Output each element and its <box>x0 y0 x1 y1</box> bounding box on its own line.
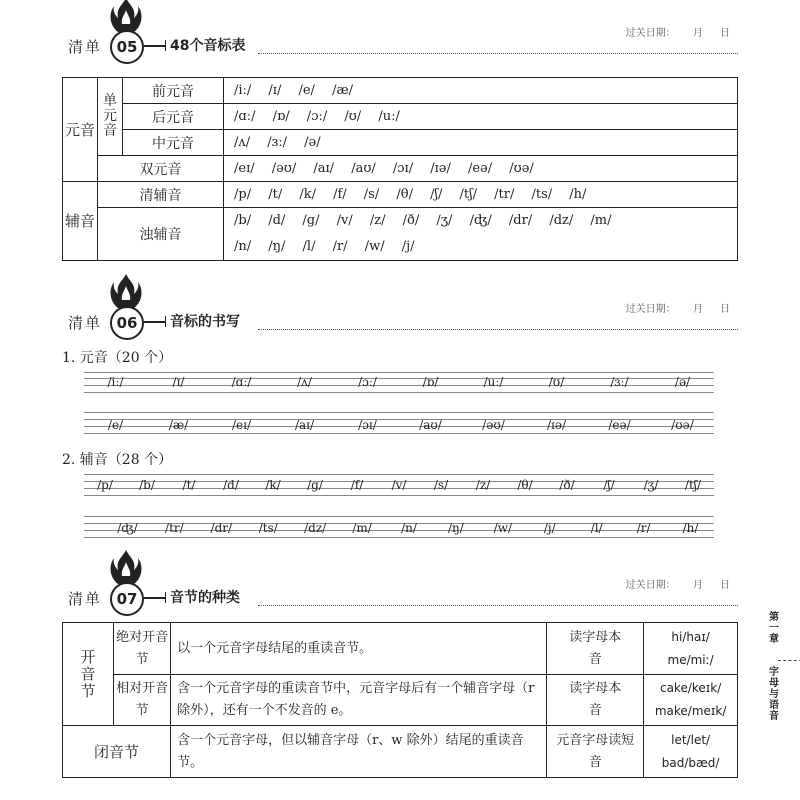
pass-date: 过关日期： 月 日 <box>625 28 730 39</box>
phonetic-symbol: /æ/ <box>168 418 189 432</box>
phonetic-table <box>62 77 738 261</box>
phonetic-symbol: /ð/ <box>559 478 575 492</box>
chapter-label: 第一章 <box>769 612 779 645</box>
phonetic-symbol: /v/ <box>391 478 407 492</box>
vowel-writing-lines <box>84 372 714 442</box>
phonetic-symbol: /g/ <box>307 478 323 492</box>
consonant-row-2 <box>84 521 714 535</box>
phonetic-symbol: /ʌ/ <box>297 375 312 389</box>
consonant-category: 辅音 <box>63 182 98 261</box>
phonetic-symbol: /n/ <box>401 521 417 535</box>
back-vowel-label: 后元音 <box>123 104 224 130</box>
closed-syllable-examples: let/let/ bad/bæd/ <box>644 726 738 778</box>
consonant-row-1 <box>84 478 714 492</box>
phonetic-symbol: /tr/ <box>165 521 184 535</box>
front-vowel-symbols: /iː/ /ɪ/ /e/ /æ/ <box>224 78 738 104</box>
closed-syllable-label: 闭音节 <box>63 726 171 778</box>
phonetic-symbol: /ɔɪ/ <box>358 418 377 432</box>
closed-syllable-reading: 元音字母读短音 <box>547 726 644 778</box>
phonetic-symbol: /f/ <box>350 478 364 492</box>
phonetic-symbol: /ɑː/ <box>231 375 252 389</box>
phonetic-symbol: /ʃ/ <box>603 478 615 492</box>
diphthong-label: 双元音 <box>98 156 224 182</box>
phonetic-symbol: /d/ <box>223 478 239 492</box>
phonetic-symbol: /b/ <box>139 478 155 492</box>
front-vowel-label: 前元音 <box>123 78 224 104</box>
phonetic-symbol: /ʒ/ <box>643 478 659 492</box>
pass-date: 过关日期： 月 日 <box>625 580 730 591</box>
section-title: 音标的书写 <box>170 314 240 330</box>
vowel-row-2 <box>84 418 714 432</box>
mid-vowel-label: 中元音 <box>123 130 224 156</box>
vowel-row-1 <box>84 375 714 389</box>
section-06-header <box>62 302 738 336</box>
phonetic-symbol: /ʤ/ <box>117 521 138 535</box>
section-05-header <box>62 26 738 60</box>
phonetic-symbol: /l/ <box>590 521 603 535</box>
absolute-open-description: 以一个元音字母结尾的重读音节。 <box>171 623 547 675</box>
back-vowel-symbols: /ɑː/ /ɒ/ /ɔː/ /ʊ/ /uː/ <box>224 104 738 130</box>
pass-date: 过关日期： 月 日 <box>625 304 730 315</box>
chapter-topic: 字母与语音 <box>769 667 779 722</box>
phonetic-symbol: /eɪ/ <box>231 418 252 432</box>
syllable-type-table <box>62 622 738 778</box>
phonetic-symbol: /r/ <box>636 521 651 535</box>
section-title: 48个音标表 <box>170 38 246 54</box>
open-syllable-label: 开音节 <box>63 623 114 726</box>
voiced-symbols: /b/ /d/ /g/ /v/ /z/ /ð/ /ʒ/ /ʤ/ /dr/ /dz/ /m/ /n/ /ŋ/ /l/ /r/ /w/ /j/ <box>224 208 738 261</box>
phonetic-symbol: /ʊə/ <box>671 418 694 432</box>
section-07-header <box>62 578 738 612</box>
voiceless-symbols: /p/ /t/ /k/ /f/ /s/ /θ/ /ʃ/ /tʃ/ /tr/ /ts/ /h/ <box>224 182 738 208</box>
relative-open-label: 相对开音节 <box>114 675 171 726</box>
phonetic-symbol: /dr/ <box>210 521 233 535</box>
voiced-label: 浊辅音 <box>98 208 224 261</box>
phonetic-symbol: /z/ <box>475 478 491 492</box>
consonant-writing-lines <box>84 474 714 544</box>
phonetic-symbol: /w/ <box>493 521 513 535</box>
phonetic-symbol: /uː/ <box>483 375 504 389</box>
chapter-side-tab <box>764 612 784 722</box>
phonetic-symbol: /əʊ/ <box>482 418 505 432</box>
section-number-badge: 06 <box>110 306 144 340</box>
closed-syllable-description: 含一个元音字母，但以辅音字母（r、w 除外）结尾的重读音节。 <box>171 726 547 778</box>
vowels-heading: 1. 元音（20 个） <box>62 350 173 366</box>
phonetic-symbol: /e/ <box>107 418 124 432</box>
phonetic-symbol: /ɒ/ <box>422 375 439 389</box>
relative-open-examples: cake/keɪk/ make/meɪk/ <box>644 675 738 726</box>
phonetic-symbol: /iː/ <box>107 375 124 389</box>
phonetic-symbol: /eə/ <box>608 418 631 432</box>
phonetic-symbol: /p/ <box>97 478 113 492</box>
phonetic-symbol: /ŋ/ <box>448 521 464 535</box>
section-number-badge: 07 <box>110 582 144 616</box>
phonetic-symbol: /ɔː/ <box>358 375 377 389</box>
absolute-open-reading: 读字母本音 <box>547 623 644 675</box>
absolute-open-label: 绝对开音节 <box>114 623 171 675</box>
section-keyword: 清单 <box>68 38 103 56</box>
phonetic-symbol: /aɪ/ <box>294 418 315 432</box>
vowel-category: 元音 <box>63 78 98 182</box>
consonants-heading: 2. 辅音（28 个） <box>62 452 173 468</box>
phonetic-symbol: /ʊ/ <box>548 375 565 389</box>
mid-vowel-symbols: /ʌ/ /ɜː/ /ə/ <box>224 130 738 156</box>
phonetic-symbol: /m/ <box>352 521 372 535</box>
diphthong-symbols: /eɪ/ /əʊ/ /aɪ/ /aʊ/ /ɔɪ/ /ɪə/ /eə/ /ʊə/ <box>224 156 738 182</box>
relative-open-description: 含一个元音字母的重读音节中，元音字母后有一个辅音字母（r 除外），还有一个不发音的 e。 <box>171 675 547 726</box>
phonetic-symbol: /dz/ <box>304 521 327 535</box>
absolute-open-examples: hi/haɪ/ me/miː/ <box>644 623 738 675</box>
phonetic-symbol: /t/ <box>182 478 196 492</box>
phonetic-symbol: /aʊ/ <box>419 418 442 432</box>
monophthong-category: 单元音 <box>98 78 123 156</box>
phonetic-symbol: /h/ <box>682 521 699 535</box>
phonetic-symbol: /ɪə/ <box>546 418 567 432</box>
phonetic-symbol: /j/ <box>543 521 556 535</box>
phonetic-symbol: /s/ <box>433 478 449 492</box>
phonetic-symbol: /ɜː/ <box>610 375 629 389</box>
phonetic-symbol: /ts/ <box>258 521 278 535</box>
phonetic-symbol: /ə/ <box>674 375 691 389</box>
phonetic-symbol: /k/ <box>265 478 281 492</box>
voiceless-label: 清辅音 <box>98 182 224 208</box>
section-keyword: 清单 <box>68 590 103 608</box>
relative-open-reading: 读字母本音 <box>547 675 644 726</box>
phonetic-symbol: /ɪ/ <box>172 375 185 389</box>
section-keyword: 清单 <box>68 314 103 332</box>
phonetic-symbol: /tʃ/ <box>684 478 702 492</box>
phonetic-symbol: /θ/ <box>517 478 533 492</box>
section-number-badge: 05 <box>110 30 144 64</box>
section-title: 音节的种类 <box>170 590 240 606</box>
